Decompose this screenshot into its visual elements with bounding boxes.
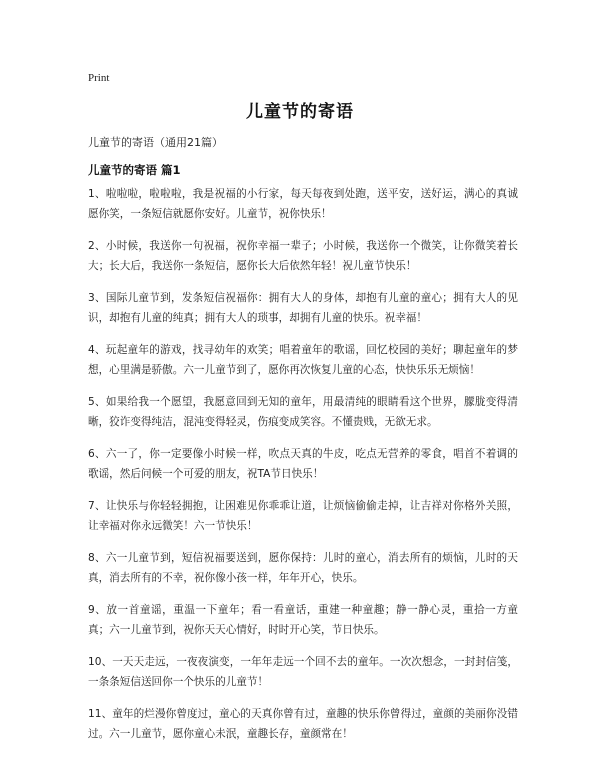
paragraph-1: 1、啦啦啦，啦啦啦，我是祝福的小行家，每天每夜到处跑，送平安，送好运，满心的真诚愿你笑，一条短信就愿你安好。儿童节，祝你快乐！ bbox=[88, 188, 518, 220]
paragraph-2: 2、小时候，我送你一句祝福，祝你幸福一辈子；小时候，我送你一个微笑，让你微笑着长大；长大后，我送你一条短信，愿你长大后依然年轻！祝儿童节快乐！ bbox=[88, 240, 518, 272]
paragraph-7: 7、让快乐与你轻轻拥抱，让困难见你乖乖让道，让烦恼偷偷走掉，让吉祥对你格外关照，让幸福对你永远微笑！六一节快乐！ bbox=[88, 500, 518, 532]
paragraph-11: 11、童年的烂漫你曾度过，童心的天真你曾有过，童趣的快乐你曾得过，童颜的美丽你没错过。六一儿童节，愿你童心未泯，童趣长存，童颜常在！ bbox=[88, 708, 518, 740]
paragraph-9: 9、放一首童谣，重温一下童年；看一看童话，重建一种童趣；静一静心灵，重拾一方童真；六一儿童节到，祝你天天心情好，时时开心笑，节日快乐。 bbox=[88, 604, 518, 636]
document-subtitle: 儿童节的寄语（通用21篇） bbox=[88, 136, 223, 149]
paragraph-8: 8、六一儿童节到，短信祝福要送到，愿你保持：儿时的童心，消去所有的烦恼，儿时的天真，消去所有的不幸，祝你像小孩一样，年年开心，快乐。 bbox=[88, 552, 518, 584]
paragraph-4: 4、玩起童年的游戏，找寻幼年的欢笑；唱着童年的歌谣，回忆校园的美好；聊起童年的梦想，心里满是骄傲。六一儿童节到了，愿你再次恢复儿童的心态，快快乐乐无烦恼！ bbox=[88, 344, 518, 376]
print-label[interactable]: Print bbox=[88, 72, 110, 84]
paragraph-5: 5、如果给我一个愿望，我愿意回到无知的童年，用最清纯的眼睛看这个世界，朦胧变得清晰，狡诈变得纯洁，混沌变得轻灵，伤痕变成笑容。不懂贵贱，无欲无求。 bbox=[88, 396, 518, 428]
paragraph-10: 10、一天天走远，一夜夜演变，一年年走远一个回不去的童年。一次次想念，一封封信笺，一条条短信送回你一个快乐的儿童节！ bbox=[88, 656, 518, 688]
paragraph-list bbox=[88, 184, 518, 756]
document-title: 儿童节的寄语 bbox=[246, 102, 354, 122]
paragraph-6: 6、六一了，你一定要像小时候一样，吹点天真的牛皮，吃点无营养的零食，唱首不着调的歌谣，然后问候一个可爱的朋友，祝TA节日快乐！ bbox=[88, 448, 518, 480]
paragraph-3: 3、国际儿童节到，发条短信祝福你：拥有大人的身体，却抱有儿童的童心；拥有大人的见识，却抱有儿童的纯真；拥有大人的琐事，却拥有儿童的快乐。祝幸福！ bbox=[88, 292, 518, 324]
section-heading: 儿童节的寄语 篇1 bbox=[88, 163, 181, 177]
